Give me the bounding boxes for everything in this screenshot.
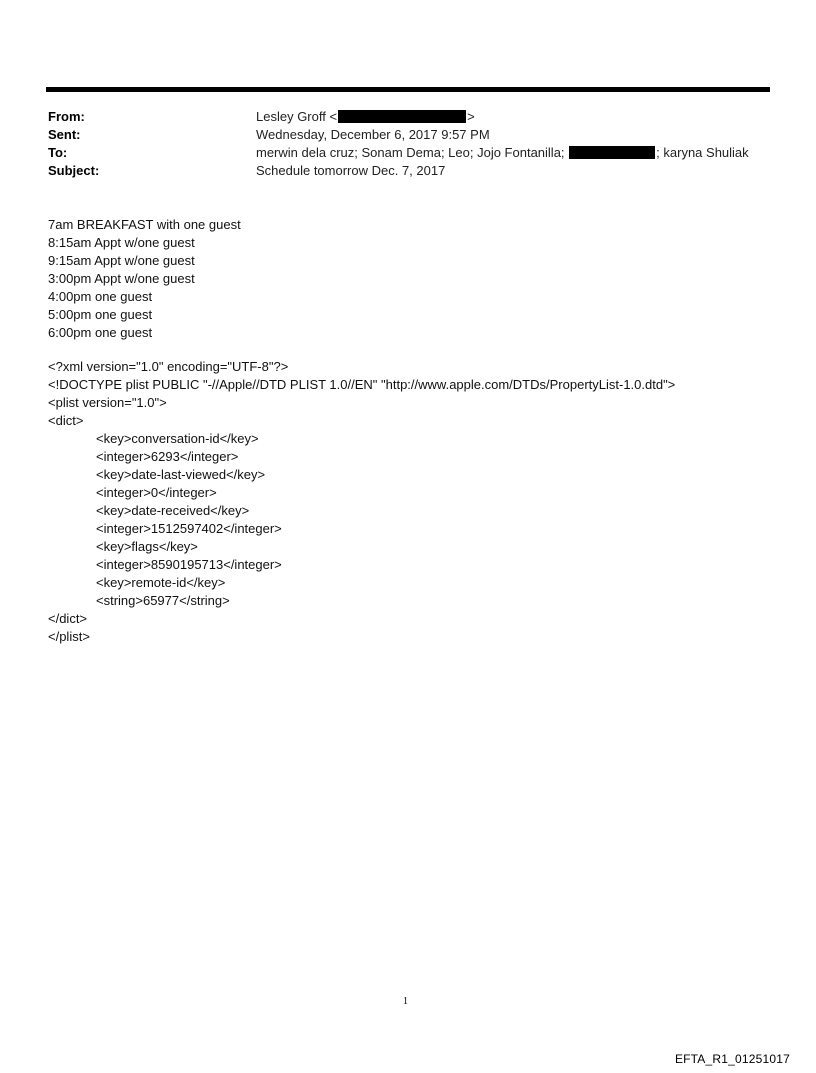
schedule-list bbox=[48, 216, 241, 342]
plist-line: <key>date-last-viewed</key> bbox=[96, 467, 266, 482]
schedule-item: 7am BREAKFAST with one guest bbox=[48, 217, 241, 232]
plist-line: <string>65977</string> bbox=[96, 593, 230, 608]
plist-line: <?xml version="1.0" encoding="UTF-8"?> bbox=[48, 359, 289, 374]
header-divider-rule bbox=[46, 87, 770, 92]
schedule-item: 4:00pm one guest bbox=[48, 289, 153, 304]
plist-line: <key>date-received</key> bbox=[96, 503, 250, 518]
plist-line: <key>flags</key> bbox=[96, 539, 198, 554]
sent-value: Wednesday, December 6, 2017 9:57 PM bbox=[256, 127, 490, 142]
to-label: To: bbox=[48, 145, 68, 160]
plist-xml-block bbox=[48, 358, 675, 646]
plist-line: <plist version="1.0"> bbox=[48, 395, 167, 410]
to-value bbox=[256, 144, 749, 161]
subject-label: Subject: bbox=[48, 163, 100, 178]
schedule-item: 5:00pm one guest bbox=[48, 307, 153, 322]
sent-label: Sent: bbox=[48, 127, 81, 142]
plist-line: <dict> bbox=[48, 413, 84, 428]
plist-line: <!DOCTYPE plist PUBLIC "-//Apple//DTD PLIST 1.0//EN" "http://www.apple.com/DTDs/PropertyList-1.0.dtd"> bbox=[48, 377, 676, 392]
plist-line: <integer>8590195713</integer> bbox=[96, 557, 282, 572]
plist-line: <key>remote-id</key> bbox=[96, 575, 226, 590]
sender-name: Lesley Groff < bbox=[256, 109, 338, 124]
redacted-email-block bbox=[338, 110, 466, 123]
schedule-item: 9:15am Appt w/one guest bbox=[48, 253, 195, 268]
page-number: 1 bbox=[403, 996, 408, 1007]
plist-line: <integer>1512597402</integer> bbox=[96, 521, 282, 536]
plist-line: <integer>6293</integer> bbox=[96, 449, 239, 464]
sender-email-close: > bbox=[467, 109, 475, 124]
from-label: From: bbox=[48, 109, 85, 124]
plist-line: </dict> bbox=[48, 611, 88, 626]
plist-line: <integer>0</integer> bbox=[96, 485, 217, 500]
plist-line: <key>conversation-id</key> bbox=[96, 431, 259, 446]
schedule-item: 6:00pm one guest bbox=[48, 325, 153, 340]
plist-line: </plist> bbox=[48, 629, 90, 644]
schedule-item: 3:00pm Appt w/one guest bbox=[48, 271, 195, 286]
from-value bbox=[256, 108, 475, 125]
redacted-recipient-block bbox=[569, 146, 655, 159]
recipients-part-1: merwin dela cruz; Sonam Dema; Leo; Jojo Fontanilla; bbox=[256, 145, 565, 160]
subject-value: Schedule tomorrow Dec. 7, 2017 bbox=[256, 163, 446, 178]
recipients-part-2: ; karyna Shuliak bbox=[656, 145, 749, 160]
schedule-item: 8:15am Appt w/one guest bbox=[48, 235, 195, 250]
document-id: EFTA_R1_01251017 bbox=[674, 1052, 790, 1066]
